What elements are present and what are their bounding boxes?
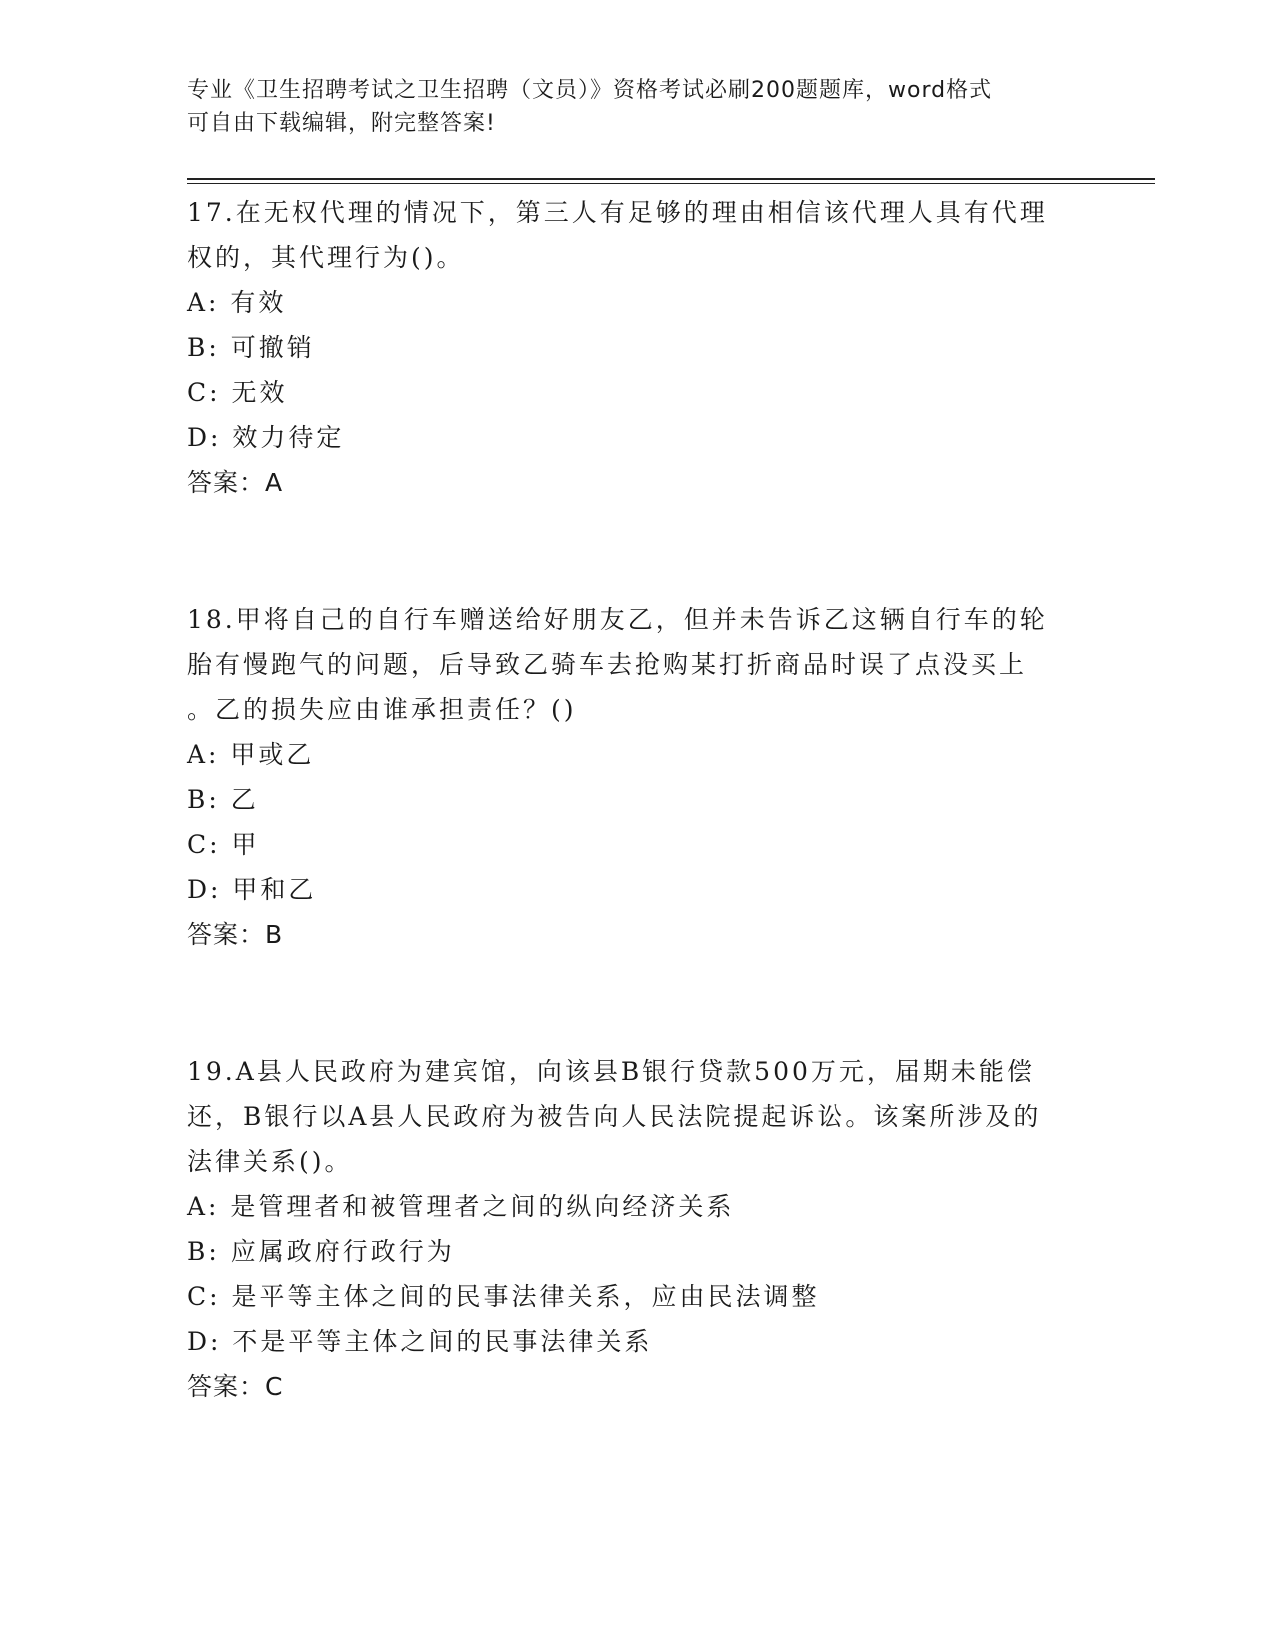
header-rule-thin [187, 183, 1155, 184]
answer-text: 答案：B [187, 920, 284, 949]
question-18 [187, 597, 1087, 957]
question-19 [187, 1049, 1087, 1409]
question-text-line: 权的，其代理行为()。 [187, 243, 465, 272]
question-text-line: 还，B银行以A县人民政府为被告向人民法院提起诉讼。该案所涉及的 [187, 1102, 1042, 1131]
option-a: A: 甲或乙 [187, 740, 315, 769]
option-d: D: 不是平等主体之间的民事法律关系 [187, 1327, 653, 1356]
document-header [187, 74, 1067, 140]
option-a: A: 有效 [187, 288, 287, 317]
option-d: D: 效力待定 [187, 423, 345, 452]
answer-text: 答案：C [187, 1372, 284, 1401]
answer-text: 答案：A [187, 468, 284, 497]
option-b: B: 应属政府行政行为 [187, 1237, 455, 1266]
option-c: C: 是平等主体之间的民事法律关系，应由民法调整 [187, 1282, 820, 1311]
question-text-line: 。乙的损失应由谁承担责任？() [187, 695, 577, 724]
header-rule-thick [187, 178, 1155, 180]
question-text-line: 18.甲将自己的自行车赠送给好朋友乙，但并未告诉乙这辆自行车的轮 [187, 605, 1048, 634]
header-line-2: 可自由下载编辑，附完整答案! [187, 111, 496, 136]
question-17 [187, 190, 1087, 505]
header-line-1: 专业《卫生招聘考试之卫生招聘（文员）》资格考试必刷200题题库，word格式 [187, 78, 993, 103]
question-text-line: 17.在无权代理的情况下，第三人有足够的理由相信该代理人具有代理 [187, 198, 1048, 227]
option-b: B: 乙 [187, 785, 259, 814]
option-c: C: 无效 [187, 378, 288, 407]
question-list [187, 190, 1087, 1409]
question-spacer [187, 957, 1087, 1049]
option-b: B: 可撤销 [187, 333, 315, 362]
question-text-line: 19.A县人民政府为建宾馆，向该县B银行贷款500万元，届期未能偿 [187, 1057, 1035, 1086]
question-spacer [187, 505, 1087, 597]
question-text-line: 法律关系()。 [187, 1147, 353, 1176]
option-a: A: 是管理者和被管理者之间的纵向经济关系 [187, 1192, 735, 1221]
option-d: D: 甲和乙 [187, 875, 317, 904]
option-c: C: 甲 [187, 830, 260, 859]
question-text-line: 胎有慢跑气的问题，后导致乙骑车去抢购某打折商品时误了点没买上 [187, 650, 1028, 679]
